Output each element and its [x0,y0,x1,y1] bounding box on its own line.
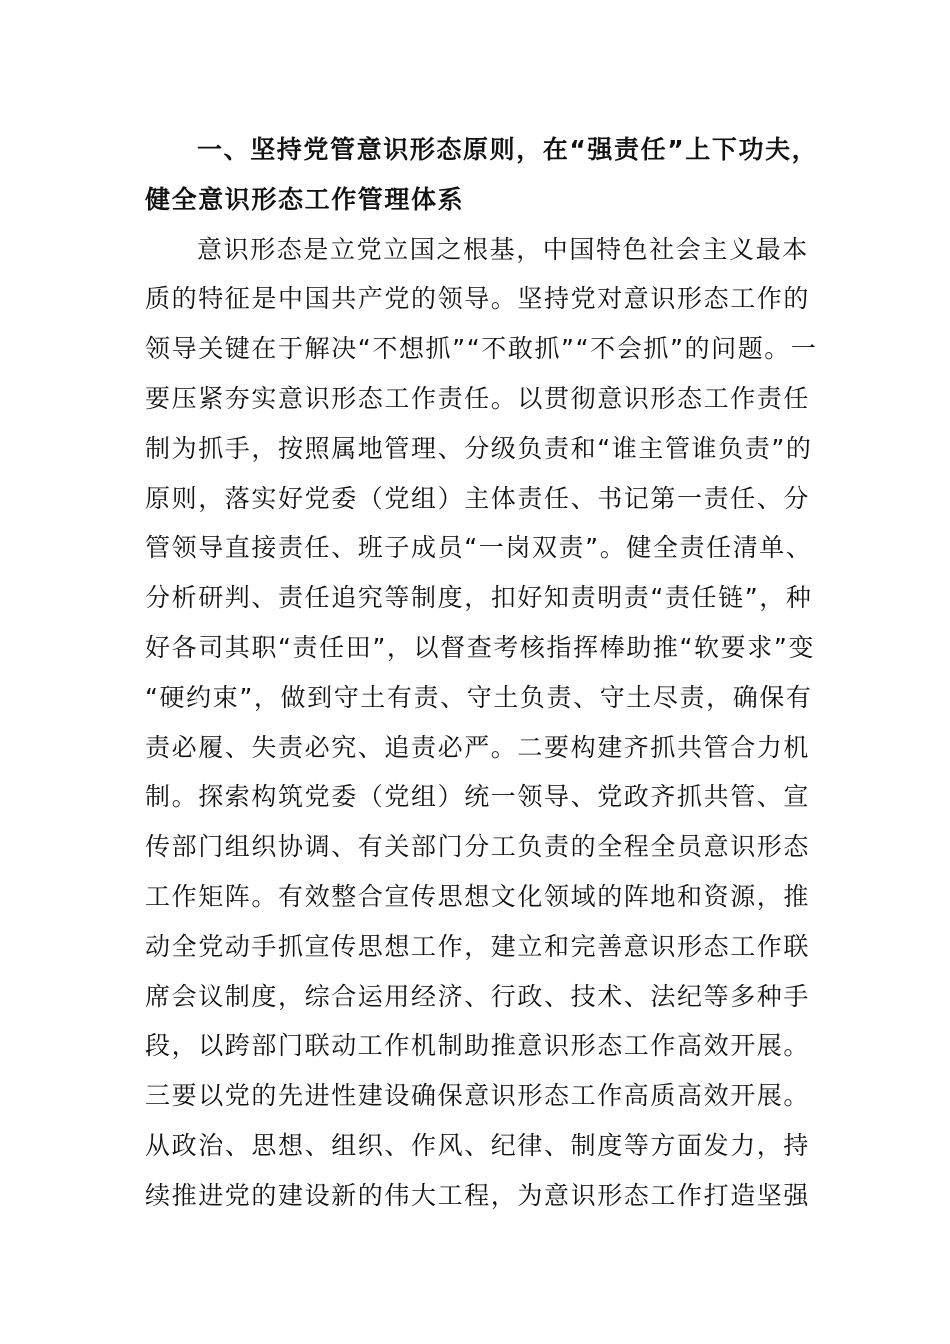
paragraph-line: 续推进党的建设新的伟大工程，为意识形态工作打造坚强 [145,1180,811,1210]
heading-line: 一、坚持党管意识形态原则，在“强责任”上下功夫， [197,135,819,164]
paragraph-line: 工作矩阵。有效整合宣传思想文化领域的阵地和资源，推 [145,881,811,911]
paragraph-line: 三要以党的先进性建设确保意识形态工作高质高效开展。 [145,1081,811,1111]
paragraph-line: 意识形态是立党立国之根基，中国特色社会主义最本 [197,234,809,264]
paragraph-line: 传部门组织协调、有关部门分工负责的全程全员意识形态 [145,832,811,862]
paragraph-line: 制为抓手，按照属地管理、分级负责和“谁主管谁负责”的 [145,433,813,463]
paragraph-line: 管领导直接责任、班子成员“一岗双责”。健全责任清单、 [145,533,813,563]
paragraph-line: 段，以跨部门联动工作机制助推意识形态工作高效开展。 [145,1031,811,1061]
paragraph-line: 从政治、思想、组织、作风、纪律、制度等方面发力，持 [145,1130,811,1160]
paragraph-line: 制。探索构筑党委（党组）统一领导、党政齐抓共管、宣 [145,782,811,812]
paragraph-line: 质的特征是中国共产党的领导。坚持党对意识形态工作的 [145,284,811,314]
paragraph-line: 动全党动手抓宣传思想工作，建立和完善意识形态工作联 [145,931,811,961]
document-body [145,125,819,1221]
section-heading [145,125,819,225]
paragraph-line: 原则，落实好党委（党组）主体责任、书记第一责任、分 [145,483,811,513]
paragraph-line: 分析研判、责任追究等制度，扣好知责明责“责任链”，种 [145,583,813,613]
body-paragraph [145,225,818,1221]
paragraph-line: 要压紧夯实意识形态工作责任。以贯彻意识形态工作责任 [145,383,811,413]
paragraph-line: 领导关键在于解决“不想抓”“不敢抓”“不会抓”的问题。一 [145,334,818,364]
heading-line: 健全意识形态工作管理体系 [145,184,465,214]
paragraph-line: 好各司其职“责任田”，以督查考核指挥棒助推“软要求”变 [145,632,816,662]
paragraph-line: 席会议制度，综合运用经济、行政、技术、法纪等多种手 [145,981,811,1011]
paragraph-line: “硬约束”，做到守土有责、守土负责、守土尽责，确保有 [145,682,813,712]
paragraph-line: 责必履、失责必究、追责必严。二要构建齐抓共管合力机 [145,732,811,762]
